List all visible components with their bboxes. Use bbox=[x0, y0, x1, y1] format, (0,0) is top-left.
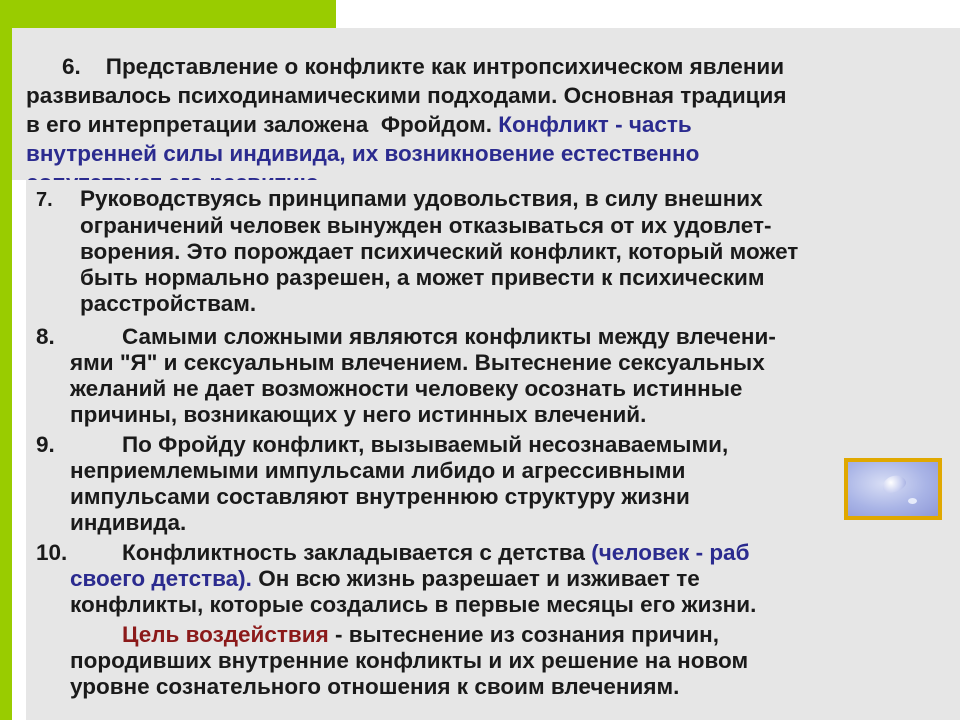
goal-label: Цель воздействия bbox=[122, 622, 329, 647]
p6-line3-wrap bbox=[26, 110, 946, 139]
p10-line1: Конфликтность закладывается с детства bbox=[122, 540, 592, 565]
paragraph-7 bbox=[36, 186, 916, 317]
goal-line2: породивших внутренние конфликты и их решение на новом bbox=[70, 648, 749, 673]
water-drop-picture bbox=[848, 462, 938, 516]
p8-line-wrap bbox=[36, 324, 916, 350]
paragraph-9 bbox=[36, 432, 916, 536]
p9-line2: неприемлемыми импульсами либидо и агрессивными bbox=[70, 458, 686, 483]
paragraph-6 bbox=[26, 52, 946, 197]
p9-line3: импульсами составляют внутреннюю структуру жизни bbox=[70, 484, 690, 509]
p10-line2: Он всю жизнь разрешает и изживает те bbox=[251, 566, 700, 591]
p7-number: 7. bbox=[36, 189, 53, 211]
p10-line1-wrap bbox=[36, 540, 916, 566]
p9-line4: индивида. bbox=[70, 510, 187, 535]
p10-line2-blue: своего детства). bbox=[70, 566, 252, 591]
p8-line4: причины, возникающих у него истинных влечений. bbox=[70, 402, 647, 427]
p6-line3-blue: Конфликт - часть bbox=[491, 112, 692, 137]
paragraph-goal bbox=[36, 622, 916, 700]
p6-line1: 6. Представление о конфликте как интропсихическом явлении bbox=[62, 54, 785, 79]
p9-line1: По Фройду конфликт, вызываемый несознаваемыми, bbox=[122, 432, 729, 457]
p7-line2: ограничений человек вынужден отказываться от их удовлет- bbox=[80, 213, 772, 238]
p9-line-wrap bbox=[36, 432, 916, 458]
drop-icon bbox=[880, 472, 908, 495]
p9-number: 9. bbox=[36, 432, 55, 457]
p6-line3: в его интерпретации заложена Фройдом. bbox=[26, 112, 492, 137]
goal-line3: уровне сознательного отношения к своим влечениям. bbox=[70, 674, 680, 699]
p7-line-wrap bbox=[36, 186, 916, 213]
p10-number: 10. bbox=[36, 540, 68, 565]
p7-line5: расстройствам. bbox=[80, 291, 257, 316]
goal-text1: - вытеснение из сознания причин, bbox=[328, 622, 720, 647]
p8-line3: желаний не дает возможности человеку осознать истинные bbox=[70, 376, 743, 401]
paragraph-10 bbox=[36, 540, 916, 618]
decor-green-bar-left bbox=[0, 0, 12, 720]
p8-line2: ями "Я" и сексуальным влечением. Вытеснение сексуальных bbox=[70, 350, 765, 375]
lower-text-box bbox=[26, 180, 960, 720]
decor-green-bar-top bbox=[0, 0, 336, 28]
p6-line4: внутренней силы индивида, их возникновение естественно bbox=[26, 141, 700, 166]
p6-line2: развивалось психодинамическими подходами. Основная традиция bbox=[26, 83, 787, 108]
goal-line1-wrap bbox=[36, 622, 916, 648]
p7-line1: Руководствуясь принципами удовольствия, в силу внешних bbox=[80, 186, 763, 211]
upper-text-box bbox=[12, 28, 960, 180]
p10-line1-blue: (человек - раб bbox=[591, 540, 750, 565]
p7-line4: быть нормально разрешен, а может привести к психическим bbox=[80, 265, 765, 290]
p8-line1: Самыми сложными являются конфликты между влечени- bbox=[122, 324, 776, 349]
paragraph-8 bbox=[36, 324, 916, 428]
p10-line2-wrap bbox=[36, 566, 916, 592]
p7-line3: ворения. Это порождает психический конфликт, который может bbox=[80, 239, 799, 264]
small-drop-icon bbox=[908, 498, 917, 504]
p8-number: 8. bbox=[36, 324, 55, 349]
water-drop-image bbox=[844, 458, 942, 520]
p10-line3: конфликты, которые создались в первые месяцы его жизни. bbox=[70, 592, 757, 617]
